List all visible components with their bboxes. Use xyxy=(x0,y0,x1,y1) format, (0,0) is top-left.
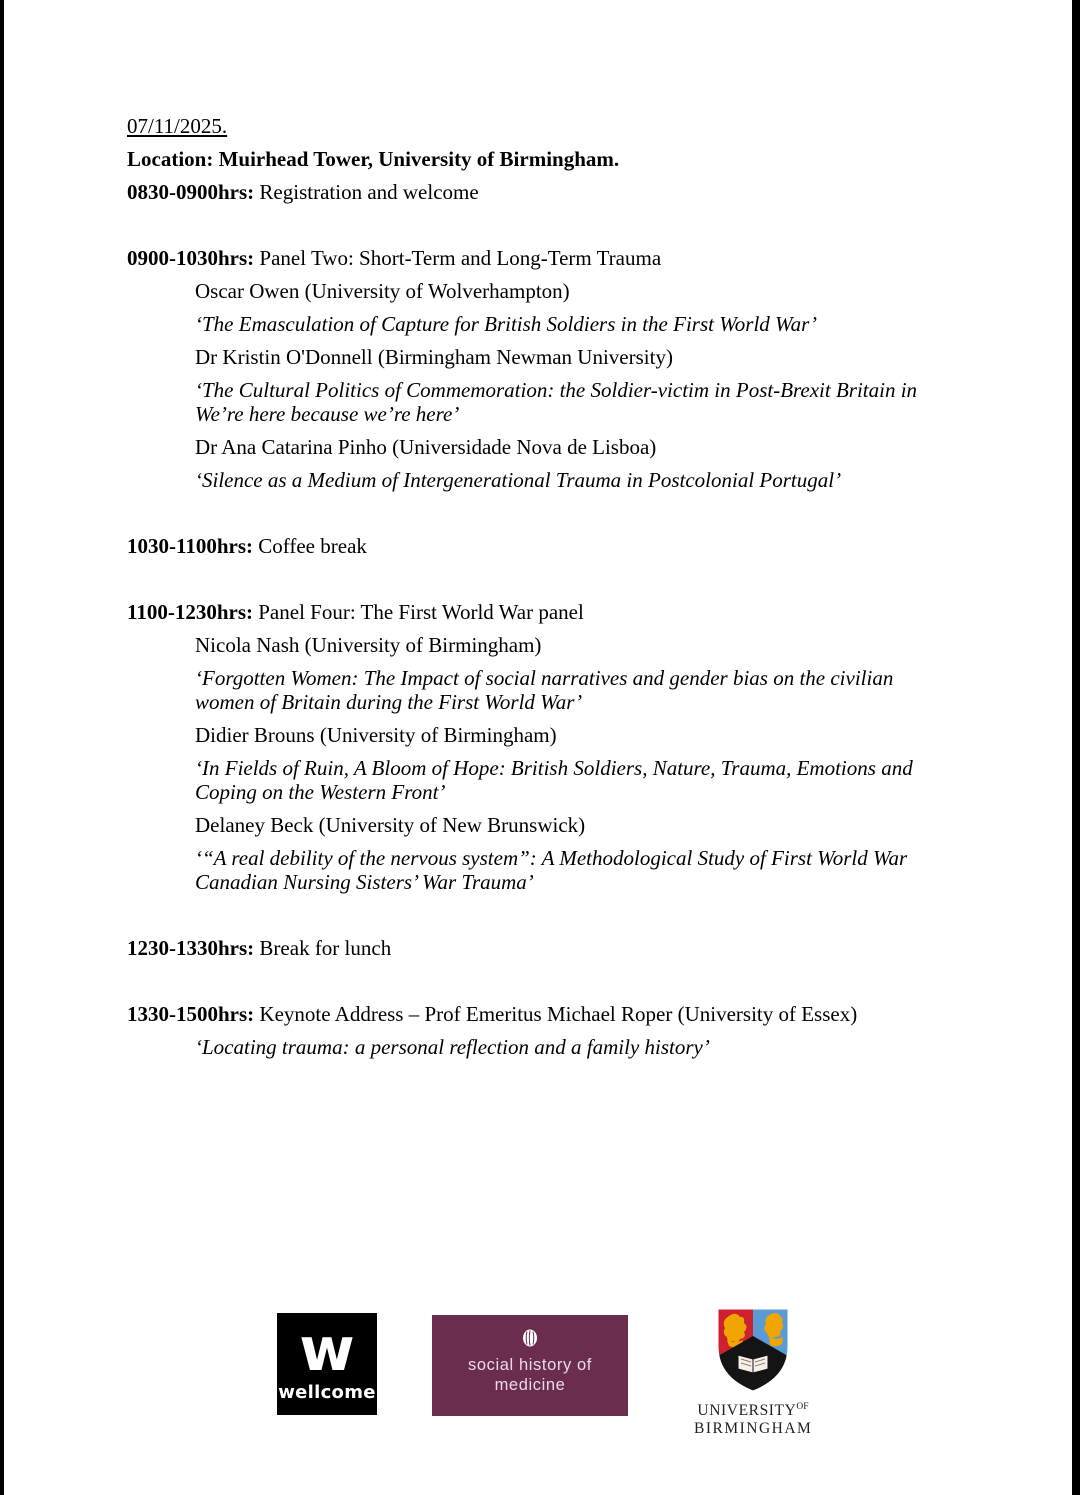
paper-title: ‘The Cultural Politics of Commemoration: the Soldier-victim in Post-Brexit Britain in We’re here because we’re here’ xyxy=(195,378,918,426)
uob-wordmark-line2: BIRMINGHAM xyxy=(694,1420,813,1438)
entry-desc: Keynote Address – Prof Emeritus Michael Roper (University of Essex) xyxy=(259,1002,858,1026)
speaker-line: Delaney Beck (University of New Brunswick) xyxy=(195,813,586,837)
time-range: 1230-1330hrs: xyxy=(127,936,255,960)
time-range: 0830-0900hrs: xyxy=(127,180,255,204)
paper-title: ‘The Emasculation of Capture for British Soldiers in the First World War’ xyxy=(195,312,818,336)
block-gap xyxy=(127,567,947,600)
shm-wordmark: social history of medicine xyxy=(468,1356,592,1394)
block-gap xyxy=(127,501,947,534)
schedule-entry xyxy=(127,936,947,960)
schedule-entry xyxy=(127,180,947,204)
entry-desc: Registration and welcome xyxy=(259,180,479,204)
block-gap xyxy=(127,213,947,246)
speaker-line: Nicola Nash (University of Birmingham) xyxy=(195,633,542,657)
wellcome-wordmark: wellcome xyxy=(278,1382,376,1403)
shm-emblem-icon xyxy=(522,1329,538,1347)
wellcome-logo xyxy=(277,1313,377,1415)
paper-title: ‘Locating trauma: a personal reflection and a family history’ xyxy=(195,1035,710,1059)
speaker-line: Oscar Owen (University of Wolverhampton) xyxy=(195,279,570,303)
entry-desc: Panel Four: The First World War panel xyxy=(258,600,584,624)
page-edge-right xyxy=(1072,0,1080,1495)
location-line: Location: Muirhead Tower, University of Birmingham. xyxy=(127,147,620,171)
paper-title: ‘Forgotten Women: The Impact of social narratives and gender bias on the civilian women of Britain during the First World War’ xyxy=(195,666,894,714)
schedule-entry xyxy=(127,534,947,558)
entry-desc: Panel Two: Short-Term and Long-Term Trauma xyxy=(259,246,662,270)
speaker-line: Didier Brouns (University of Birmingham) xyxy=(195,723,557,747)
entry-desc: Coffee break xyxy=(258,534,367,558)
date-line xyxy=(127,114,947,138)
time-range: 1100-1230hrs: xyxy=(127,600,253,624)
shm-logo xyxy=(432,1315,628,1416)
wellcome-w-icon: w xyxy=(299,1315,355,1385)
speaker-line: Dr Kristin O'Donnell (Birmingham Newman University) xyxy=(195,345,673,369)
paper-title: ‘Silence as a Medium of Intergenerational Trauma in Postcolonial Portugal’ xyxy=(195,468,842,492)
uob-logo xyxy=(694,1306,812,1438)
time-range: 0900-1030hrs: xyxy=(127,246,255,270)
uob-crest-icon xyxy=(711,1306,795,1394)
programme-content xyxy=(127,114,947,1068)
paper-title: ‘In Fields of Ruin, A Bloom of Hope: British Soldiers, Nature, Trauma, Emotions and Coping on the Western Front’ xyxy=(195,756,913,804)
page-edge-left xyxy=(0,0,4,1495)
time-range: 1330-1500hrs: xyxy=(127,1002,255,1026)
paper-title: ‘“A real debility of the nervous system”: A Methodological Study of First World War Canadian Nursing Sisters’ War Trauma’ xyxy=(195,846,908,894)
schedule-entry xyxy=(127,1002,947,1026)
schedule-entry xyxy=(127,600,947,624)
time-range: 1030-1100hrs: xyxy=(127,534,253,558)
block-gap xyxy=(127,969,947,1002)
speaker-line: Dr Ana Catarina Pinho (Universidade Nova de Lisboa) xyxy=(195,435,657,459)
block-gap xyxy=(127,903,947,936)
schedule-entry xyxy=(127,246,947,270)
date: 07/11/2025. xyxy=(127,114,228,138)
entry-desc: Break for lunch xyxy=(259,936,392,960)
uob-wordmark-line1: $UNIVERSITY^{OF}$ xyxy=(697,1402,809,1420)
